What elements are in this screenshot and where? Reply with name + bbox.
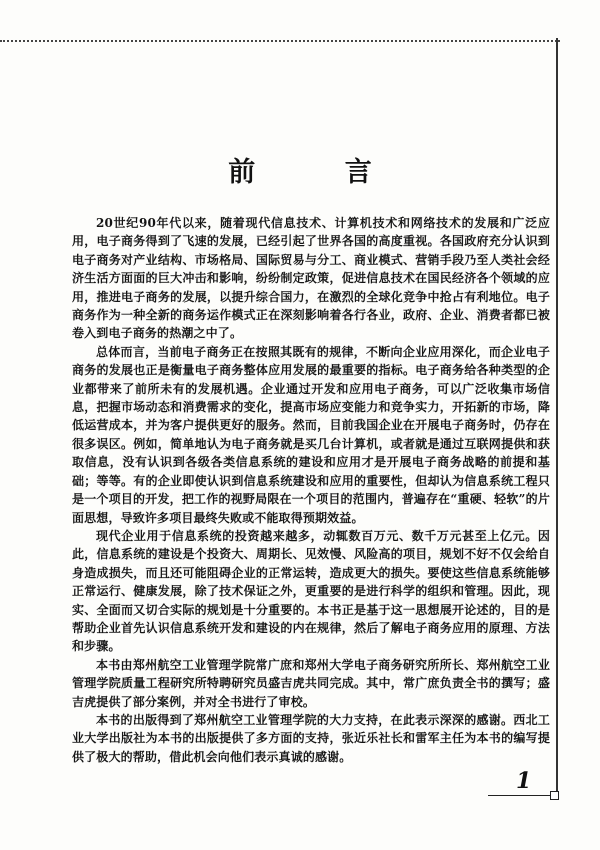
page-number-rule xyxy=(488,795,556,796)
paragraph-3: 现代企业用于信息系统的投资越来越多，动辄数百万元、数千万元甚至上亿元。因此，信息系统的建设是个投资大、周期长、见效慢、风险高的项目，规划不好不仅会给自身造成损失，而且还可能阻碍企业的正常运转，造成更大的损失。要使这些信息系统能够正常运行、健康发展，除了技术保证之外，更重要的是进行科学的组织和管理。因此，现实、全面而又切合实际的规划是十分重要的。本书正是基于这一思想展开论述的，目的是帮助企业首先认识信息系统开发和建设的内在规律，然后了解电子商务应用的原理、方法和步骤。 xyxy=(72,528,550,654)
paragraph-2: 总体而言，当前电子商务正在按照其既有的规律，不断向企业应用深化，而企业电子商务的发展也正是衡量电子商务整体应用发展的最重要的指标。电子商务给各种类型的企业都带来了前所未有的发展机遇。企业通过开发和应用电子商务，可以广泛收集市场信息，把握市场动态和消费需求的变化，提高市场应变能力和竞争实力，开拓新的市场，降低运营成本，并为客户提供更好的服务。然而，目前我国企业在开展电子商务时，仍存在很多误区。例如，简单地认为电子商务就是买几台计算机，或者就是通过互联网提供和获取信息，没有认识到各级各类信息系统的建设和应用才是开展电子商务战略的前提和基础；等等。有的企业即使认识到信息系统建设和应用的重要性，但却认为信息系统工程只是一个项目的开发，把工作的视野局限在一个项目的范围内，普遍存在“重硬、轻软”的片面思想，导致许多项目最终失败或不能取得预期效益。 xyxy=(72,344,550,525)
corner-mark xyxy=(550,791,559,800)
body-text xyxy=(72,214,550,766)
paragraph-1: 20世纪90年代以来，随着现代信息技术、计算机技术和网络技术的发展和广泛应用，电子商务得到了飞速的发展，已经引起了世界各国的高度重视。各国政府充分认识到电子商务对产业结构、市场格局、国际贸易与分工、商业模式、营销手段乃至人类社会经济生活方面面的巨大冲击和影响，纷纷制定政策，促进信息技术在国民经济各个领域的应用，推进电子商务的发展，以提升综合国力，在激烈的全球化竞争中抢占有利地位。电子商务作为一种全新的商务运作模式正在深刻影响着各行各业，政府、企业、消费者都已被卷入到电子商务的热潮之中了。 xyxy=(72,216,550,341)
paragraph-5: 本书的出版得到了郑州航空工业管理学院的大力支持，在此表示深深的感谢。西北工业大学出版社为本书的出版提供了多方面的支持，张近乐社长和雷军主任为本书的编写提供了极大的帮助，借此机会向他们表示真诚的感谢。 xyxy=(72,712,550,764)
page-number: 1 xyxy=(516,768,532,794)
paragraph-4: 本书由郑州航空工业管理学院常广庶和郑州大学电子商务研究所所长、郑州航空工业管理学院质量工程研究所特聘研究员盛吉虎共同完成。其中，常广庶负责全书的撰写；盛吉虎提供了部分案例，并对全书进行了审校。 xyxy=(72,657,550,709)
page-title: 前 言 xyxy=(228,157,412,188)
top-border-rule xyxy=(0,40,560,42)
